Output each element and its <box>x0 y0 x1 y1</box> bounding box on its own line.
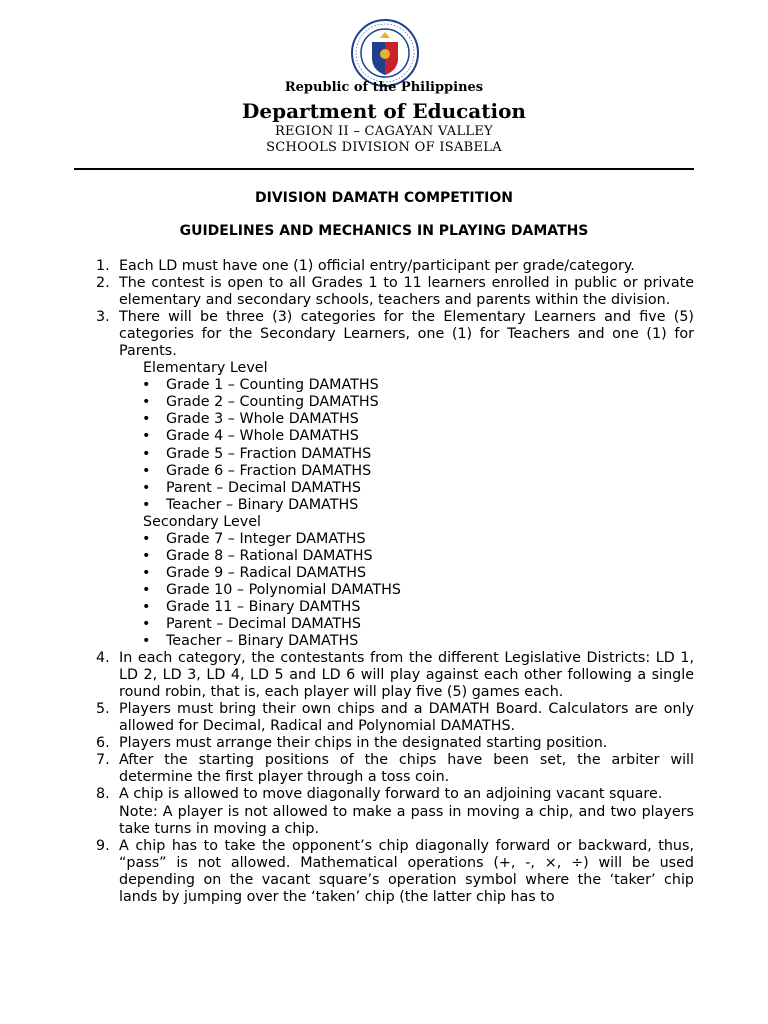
bullet-item <box>96 411 694 428</box>
list-item <box>96 275 694 309</box>
bullet-icon: • <box>142 411 151 428</box>
bullet-text: Grade 10 – Polynomial DAMATHS <box>166 581 401 598</box>
bullet-item <box>96 480 694 497</box>
bullet-item <box>96 497 694 514</box>
bullet-item <box>96 446 694 463</box>
list-item <box>96 701 694 735</box>
bullet-icon: • <box>142 445 151 462</box>
item-number: 9. <box>96 837 110 854</box>
secondary-level-label: Secondary Level <box>143 513 261 530</box>
item-text: After the starting positions of the chips have been set, the arbiter will determine the first player through a toss coin. <box>119 752 694 786</box>
item-text: The contest is open to all Grades 1 to 11 learners enrolled in public or private elementary and secondary schools, teachers and parents within the division. <box>119 275 694 309</box>
bullet-icon: • <box>142 394 151 411</box>
bullet-icon: • <box>142 377 151 394</box>
bullet-item <box>96 565 694 582</box>
document-subtitle: GUIDELINES AND MECHANICS IN PLAYING DAMATHS <box>179 223 589 239</box>
bullet-text: Grade 7 – Integer DAMATHS <box>166 530 366 547</box>
republic-line: Republic of the Philippines <box>284 80 484 95</box>
list-item <box>96 838 694 906</box>
bullet-text: Grade 6 – Fraction DAMATHS <box>166 462 372 479</box>
department-name: Department of Education <box>242 99 526 123</box>
item-text: Players must arrange their chips in the designated starting position. <box>119 735 608 752</box>
bullet-icon: • <box>142 479 151 496</box>
item-text: There will be three (3) categories for the Elementary Learners and five (5) categories for the Secondary Learners, one (1) for Teachers and one (1) for Parents. <box>119 309 694 360</box>
item-number: 2. <box>96 275 110 292</box>
list-item <box>96 309 694 360</box>
bullet-text: Teacher – Binary DAMATHS <box>166 496 359 513</box>
bullet-text: Grade 9 – Radical DAMATHS <box>166 564 367 581</box>
item-text: A chip has to take the opponent’s chip diagonally forward or backward, thus, “pass” is not allowed. Mathematical operations (+, -, ×, ÷) will be used depending on the vacant square’s operation symbol where the ‘taker’ chip lands by jumping over the ‘taken’ chip (the latter chip has to <box>119 837 694 905</box>
item-text: A chip is allowed to move diagonally forward to an adjoining vacant square. <box>119 786 663 803</box>
bullet-item <box>96 531 694 548</box>
item-text: Each LD must have one (1) official entry/participant per grade/category. <box>119 258 635 274</box>
bullet-icon: • <box>142 462 151 479</box>
bullet-text: Grade 11 – Binary DAMTHS <box>166 598 361 615</box>
bullet-item <box>96 548 694 565</box>
item-number: 6. <box>96 735 110 752</box>
item-number: 3. <box>96 309 110 326</box>
bullet-icon: • <box>142 496 151 513</box>
bullet-item <box>96 428 694 445</box>
bullet-text: Grade 1 – Counting DAMATHS <box>166 377 379 394</box>
bullet-icon: • <box>142 428 151 445</box>
division-line: SCHOOLS DIVISION OF ISABELA <box>266 140 502 155</box>
bullet-text: Grade 8 – Rational DAMATHS <box>166 547 373 564</box>
bullet-item <box>96 633 694 650</box>
item-number: 4. <box>96 650 110 667</box>
item-text: Players must bring their own chips and a DAMATH Board. Calculators are only allowed for Decimal, Radical and Polynomial DAMATHS. <box>119 701 694 735</box>
list-item <box>96 752 694 786</box>
bullet-item <box>96 582 694 599</box>
bullet-text: Grade 3 – Whole DAMATHS <box>166 411 359 428</box>
bullet-icon: • <box>142 615 151 632</box>
item-number: 1. <box>96 258 110 274</box>
bullet-item <box>96 616 694 633</box>
bullet-icon: • <box>142 564 151 581</box>
list-item <box>96 786 694 803</box>
bullet-item <box>96 394 694 411</box>
region-line: REGION II – CAGAYAN VALLEY <box>274 124 494 139</box>
bullet-item <box>96 377 694 394</box>
bullet-icon: • <box>142 581 151 598</box>
deped-seal-icon <box>350 18 420 88</box>
list-item <box>96 650 694 701</box>
bullet-text: Grade 2 – Counting DAMATHS <box>166 394 379 411</box>
item-number: 5. <box>96 701 110 718</box>
bullet-text: Grade 4 – Whole DAMATHS <box>166 428 359 445</box>
bullet-icon: • <box>142 633 151 650</box>
elementary-level-label: Elementary Level <box>143 360 268 377</box>
bullet-icon: • <box>142 547 151 564</box>
bullet-text: Parent – Decimal DAMATHS <box>166 615 361 632</box>
guidelines-list <box>96 258 694 906</box>
list-item <box>96 258 694 275</box>
bullet-text: Teacher – Binary DAMATHS <box>166 633 359 650</box>
item-text: In each category, the contestants from the different Legislative Districts: LD 1, LD 2, LD 3, LD 4, LD 5 and LD 6 will play against each other following a single round robin, that is, each player will play five (5) games each. <box>119 650 694 701</box>
item-number: 7. <box>96 752 110 769</box>
bullet-item <box>96 463 694 480</box>
bullet-item <box>96 599 694 616</box>
item-8-note: Note: A player is not allowed to make a pass in moving a chip, and two players take turns in moving a chip. <box>119 803 694 837</box>
list-item <box>96 735 694 752</box>
bullet-icon: • <box>142 530 151 547</box>
bullet-text: Grade 5 – Fraction DAMATHS <box>166 445 372 462</box>
bullet-text: Parent – Decimal DAMATHS <box>166 479 361 496</box>
header-divider <box>74 168 694 170</box>
document-title: DIVISION DAMATH COMPETITION <box>254 190 513 206</box>
bullet-icon: • <box>142 598 151 615</box>
item-number: 8. <box>96 786 110 803</box>
